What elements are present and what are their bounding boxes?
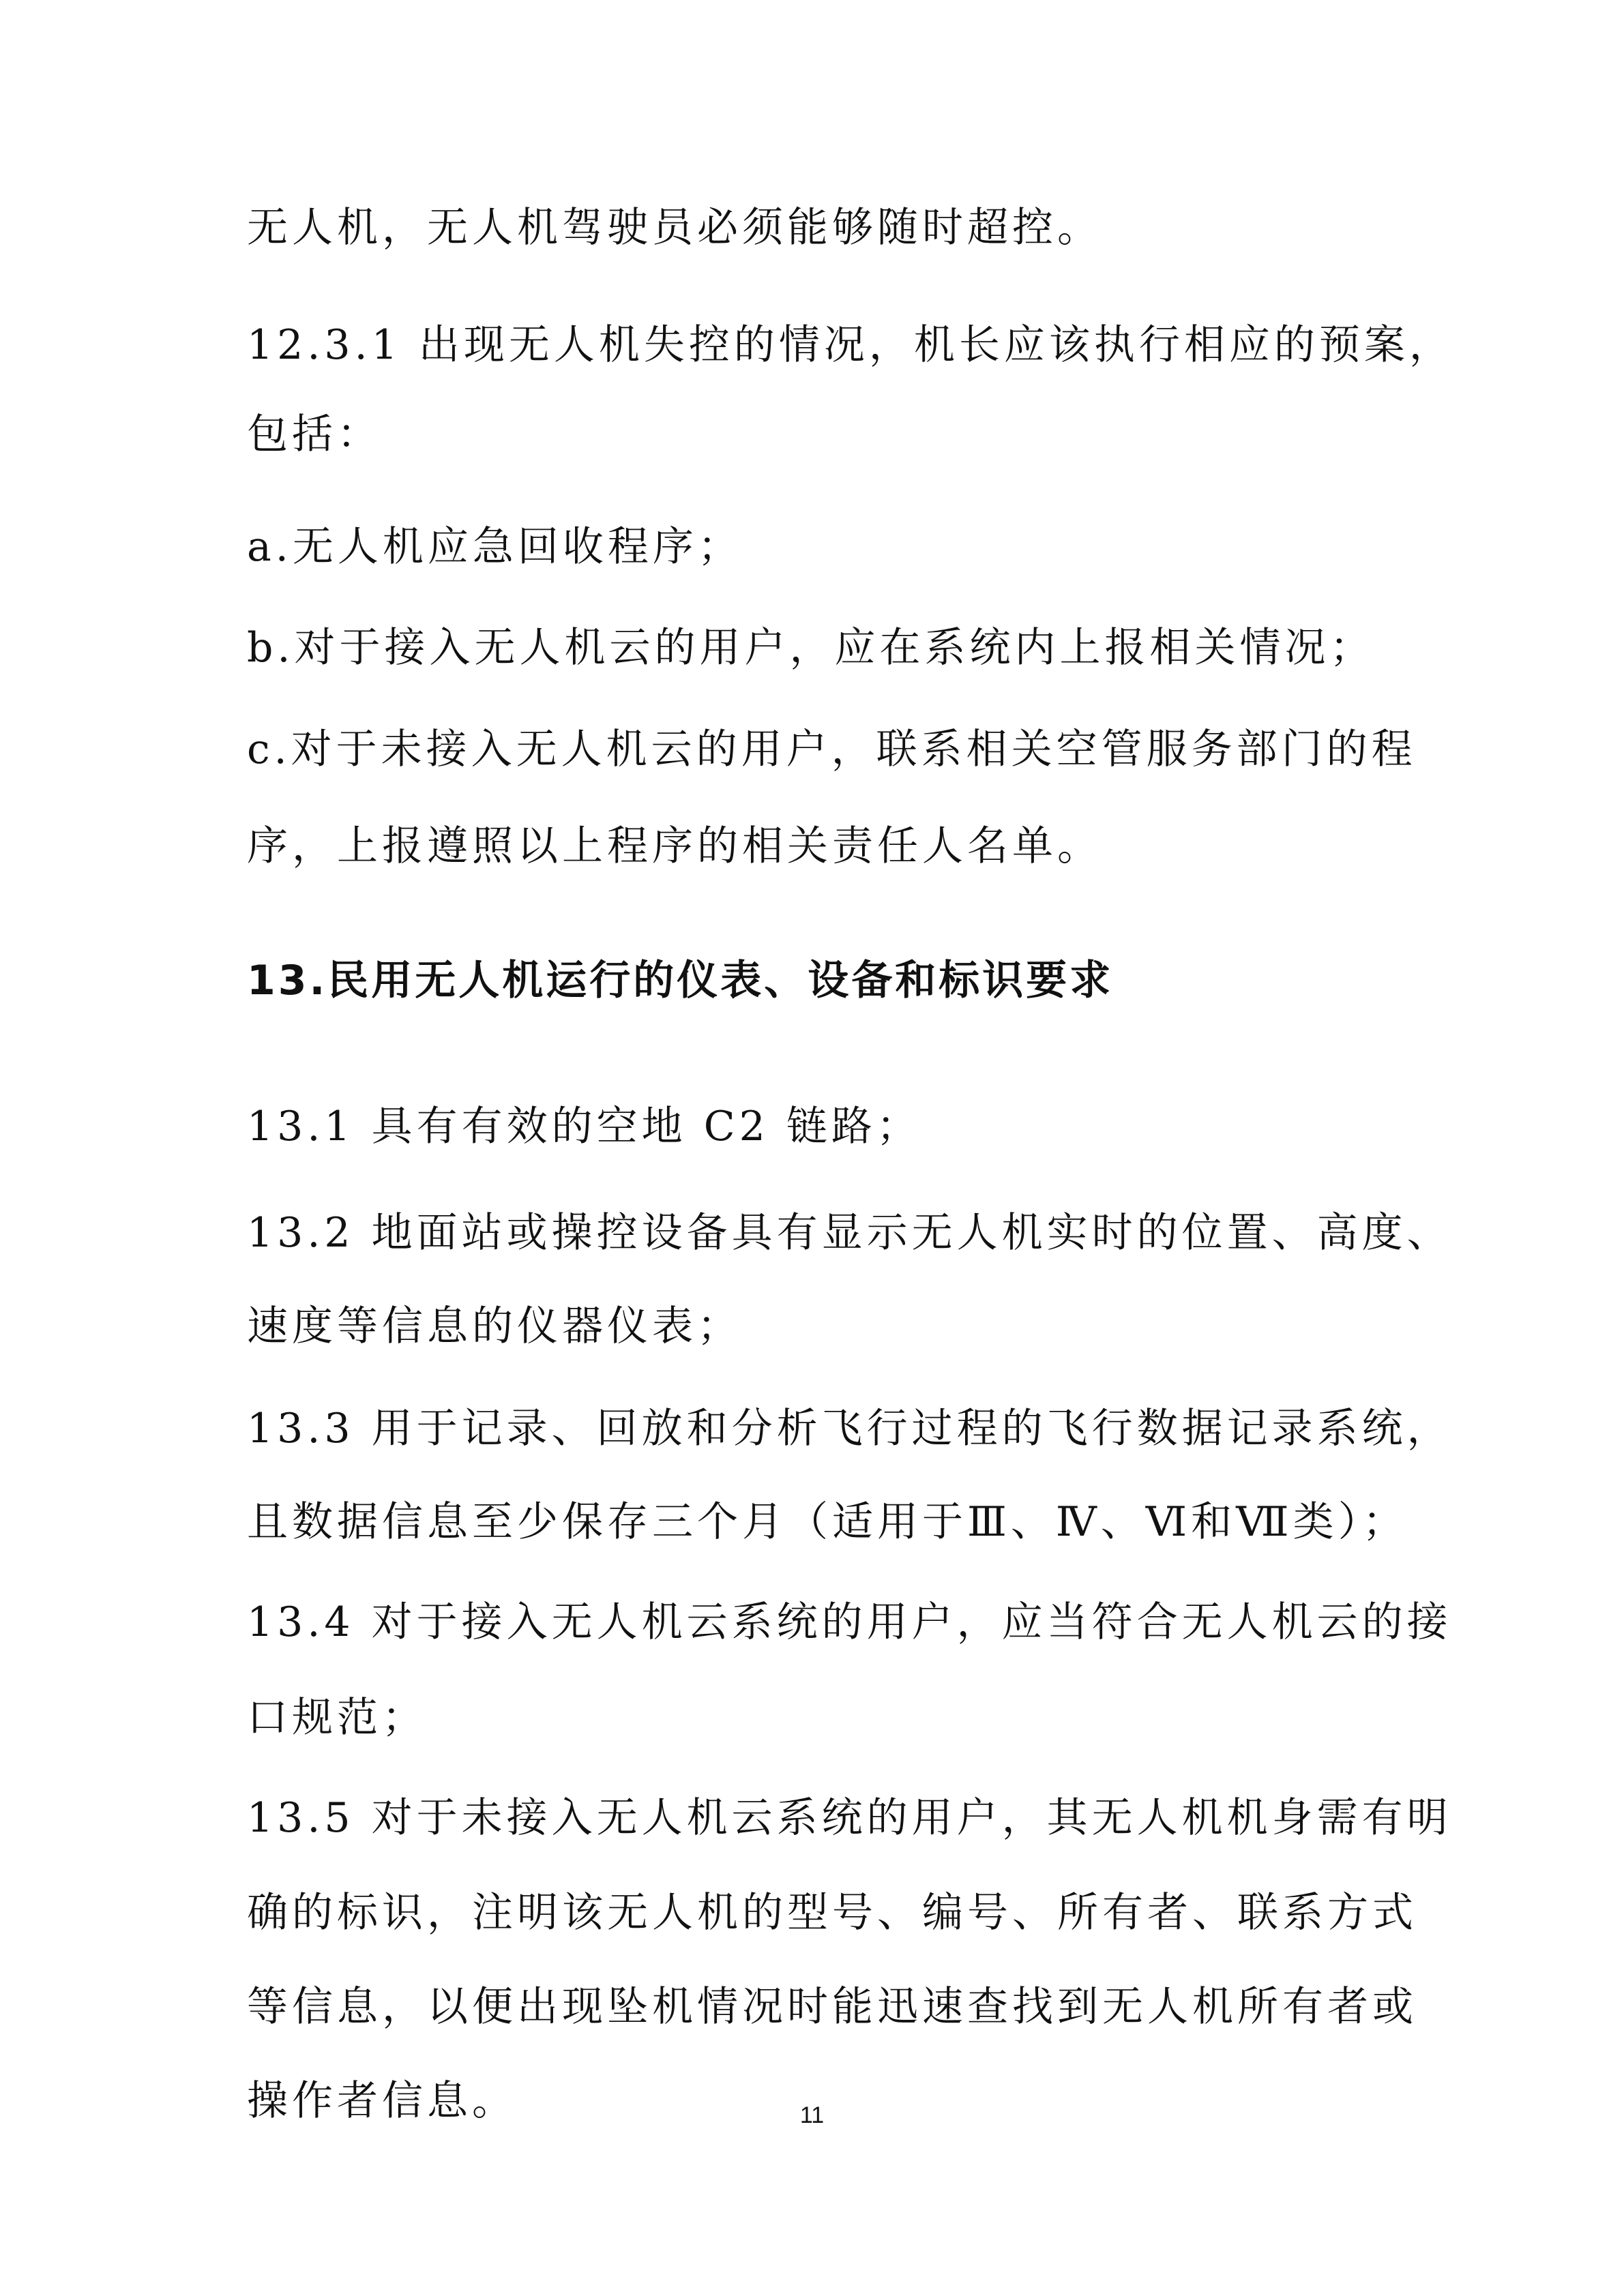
page-number: 11: [799, 2102, 825, 2128]
section-13-heading: 13.民用无人机运行的仪表、设备和标识要求: [247, 957, 1114, 1004]
clause-13-3: 13.3 用于记录、回放和分析飞行过程的飞行数据记录系统，: [247, 1405, 1452, 1452]
text-line: 序，上报遵照以上程序的相关责任人名单。: [247, 822, 1102, 870]
text-line: 无人机，无人机驾驶员必须能够随时超控。: [247, 204, 1102, 252]
text-line: 且数据信息至少保存三个月（适用于Ⅲ、Ⅳ、Ⅵ和Ⅶ类）；: [247, 1498, 1408, 1546]
list-item-b: b.对于接入无人机云的用户，应在系统内上报相关情况；: [247, 624, 1375, 672]
clause-13-2: 13.2 地面站或操控设备具有显示无人机实时的位置、高度、: [247, 1209, 1452, 1257]
clause-13-5: 13.5 对于未接入无人机云系统的用户，其无人机机身需有明: [247, 1794, 1452, 1842]
text-line: 确的标识，注明该无人机的型号、编号、所有者、联系方式: [247, 1889, 1417, 1937]
text-line: 包括：: [247, 411, 382, 458]
list-item-a: a.无人机应急回收程序；: [247, 523, 743, 571]
text-line: 速度等信息的仪器仪表；: [247, 1302, 742, 1350]
text-line: 操作者信息。: [247, 2077, 517, 2125]
clause-12-3-1: 12.3.1 出现无人机失控的情况，机长应该执行相应的预案，: [247, 321, 1454, 369]
text-line: 口规范；: [247, 1694, 427, 1742]
list-item-c: c.对于未接入无人机云的用户，联系相关空管服务部门的程: [247, 726, 1417, 773]
text-line: 等信息，以便出现坠机情况时能迅速查找到无人机所有者或: [247, 1983, 1417, 2031]
clause-13-4: 13.4 对于接入无人机云系统的用户，应当符合无人机云的接: [247, 1598, 1452, 1646]
clause-13-1: 13.1 具有有效的空地 C2 链路；: [247, 1103, 921, 1150]
